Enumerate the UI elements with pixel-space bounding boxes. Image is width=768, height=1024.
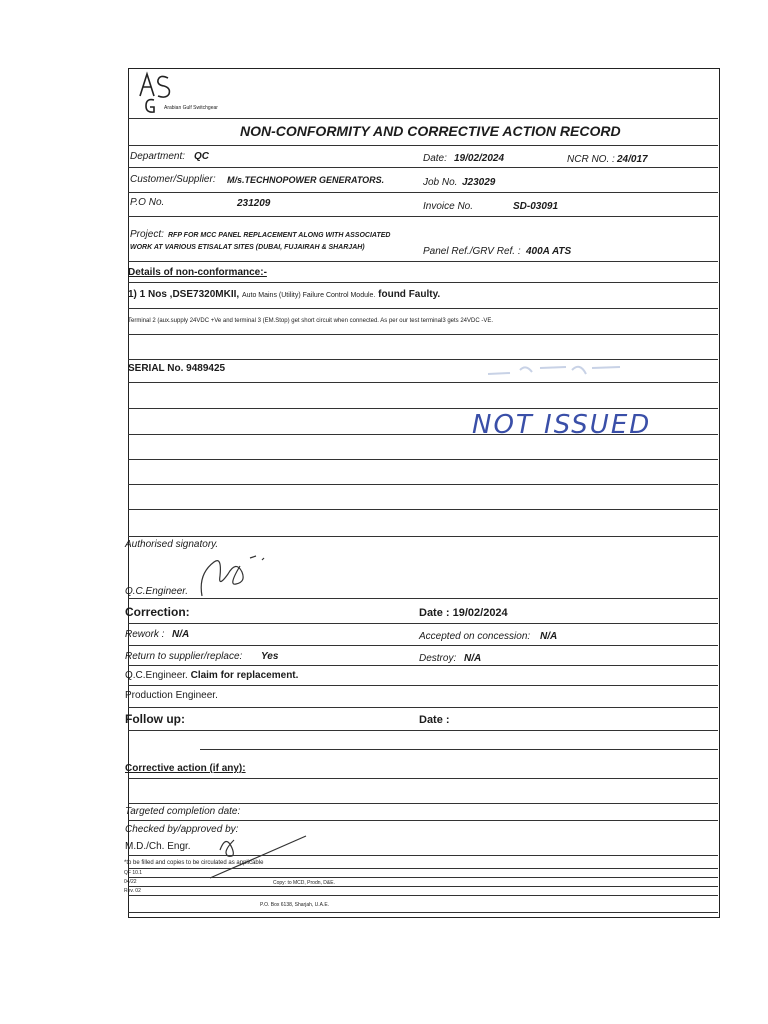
po-label: P.O No. (130, 197, 165, 208)
return-value: Yes (261, 651, 279, 662)
qc-engineer-label: Q.C.Engineer. (125, 586, 188, 597)
serial-number: SERIAL No. 9489425 (128, 363, 226, 374)
revision-code: Rev. 02 (124, 888, 141, 894)
terminal-note: Terminal 2 (aux.supply 24VDC +Ve and terminal 3 (EM.Stop) get short circuit when connected. As per our test terminal3 gets 24VDC -VE. (128, 318, 494, 324)
item-suffix: found Faulty. (378, 289, 441, 300)
follow-up-heading: Follow up: (125, 712, 185, 726)
form-date-code: 04/22 (124, 879, 137, 885)
nonconformance-item (128, 290, 440, 300)
correction-date: Date : 19/02/2024 (419, 607, 508, 619)
project-label: Project: (130, 229, 164, 240)
checked-by-label: Checked by/approved by: (125, 824, 239, 835)
project-line2: WORK AT VARIOUS ETISALAT SITES (DUBAI, FUJAIRAH & SHARJAH) (130, 244, 365, 251)
rework-label: Rework : (125, 629, 165, 640)
department-value: QC (194, 151, 209, 162)
production-engineer-label: Production Engineer. (125, 690, 218, 701)
ncr-label: NCR NO. : (567, 154, 615, 165)
company-address: P.O. Box 6138, Sharjah, U.A.E. (260, 902, 330, 908)
destroy-label: Destroy: (419, 653, 457, 664)
po-value: 231209 (237, 198, 271, 209)
customer-value: M/s.TECHNOPOWER GENERATORS. (227, 175, 385, 185)
panel-label: Panel Ref./GRV Ref. : (423, 246, 521, 257)
ncr-value: 24/017 (617, 154, 648, 165)
form-code: QF 10.1 (124, 870, 143, 876)
concession-value: N/A (540, 631, 558, 642)
correction-heading: Correction: (125, 605, 190, 619)
company-name: Arabian Gulf Switchgear (164, 105, 218, 111)
concession-label: Accepted on concession: (419, 631, 531, 642)
job-value: J23029 (462, 177, 496, 188)
invoice-value: SD-03091 (513, 201, 559, 212)
qc-line-prefix: Q.C.Engineer. (125, 670, 188, 681)
copy-to: Copy: to MCD, Prodn, D&E. (273, 880, 335, 886)
return-label: Return to supplier/replace: (125, 651, 243, 662)
footer-note: *to be filled and copies to be circulated as applicable (124, 860, 264, 866)
targeted-date-label: Targeted completion date: (125, 806, 241, 817)
item-prefix: 1) 1 Nos ,DSE7320MKII, (128, 289, 240, 300)
destroy-value: N/A (464, 653, 482, 664)
authorised-signatory-label: Authorised signatory. (125, 539, 219, 550)
qc-signature (192, 544, 272, 600)
approver-signature (206, 826, 316, 882)
panel-value: 400A ATS (526, 246, 572, 257)
corrective-action-label: Corrective action (if any): (125, 763, 246, 774)
date-label: Date: (423, 153, 447, 164)
qc-line-value: Claim for replacement. (190, 670, 299, 681)
form-border (128, 68, 720, 918)
date-value: 19/02/2024 (454, 153, 505, 164)
rework-value: N/A (172, 629, 190, 640)
customer-label: Customer/Supplier: (130, 174, 216, 185)
faded-stamp (480, 358, 640, 384)
md-ch-engr-label: M.D./Ch. Engr. (125, 841, 191, 852)
invoice-label: Invoice No. (423, 201, 474, 212)
item-desc: Auto Mains (Utility) Failure Control Module. (241, 292, 376, 299)
department-label: Department: (130, 151, 186, 162)
job-label: Job No. (423, 177, 458, 188)
qc-claim-line (125, 671, 298, 681)
details-heading: Details of non-conformance:- (128, 267, 267, 278)
follow-up-date: Date : (419, 714, 450, 726)
ncr-form (120, 68, 718, 916)
not-issued-stamp: NOT ISSUED (472, 410, 652, 440)
form-title: NON-CONFORMITY AND CORRECTIVE ACTION RECORD (240, 123, 621, 139)
project-line1: RFP FOR MCC PANEL REPLACEMENT ALONG WITH ASSOCIATED (168, 232, 391, 239)
